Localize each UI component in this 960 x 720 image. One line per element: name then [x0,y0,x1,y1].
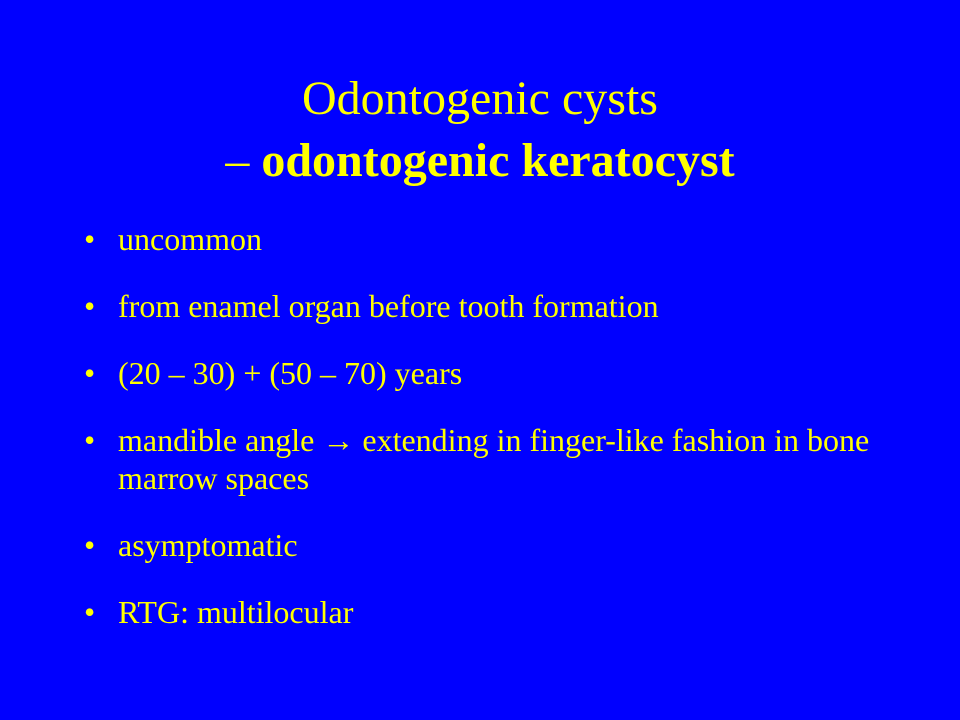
title-subtitle-bold: odontogenic keratocyst [261,134,735,187]
bullet-dot: • [84,527,96,563]
bullet-text: from enamel organ before tooth formation [118,288,659,324]
bullet-list [84,220,904,631]
bullet-text: uncommon [118,221,262,257]
bullet-item [84,287,904,325]
title-dash: – [225,134,262,187]
bullet-dot: • [84,355,96,391]
bullet-text: mandible angle → extending in finger-like fashion in bone marrow spaces [118,422,870,496]
title-subtitle [0,130,960,192]
bullet-item [84,421,904,497]
title-main: Odontogenic cysts [302,72,658,125]
bullet-text: RTG: multilocular [118,594,354,630]
bullet-item [84,220,904,258]
bullet-dot: • [84,221,96,257]
bullet-dot: • [84,288,96,324]
slide-title [0,68,960,192]
bullet-text: (20 – 30) + (50 – 70) years [118,355,463,391]
bullet-text: asymptomatic [118,527,298,563]
bullet-item [84,526,904,564]
bullet-item [84,354,904,392]
bullet-item [84,593,904,631]
bullet-dot: • [84,594,96,630]
bullet-dot: • [84,422,96,458]
